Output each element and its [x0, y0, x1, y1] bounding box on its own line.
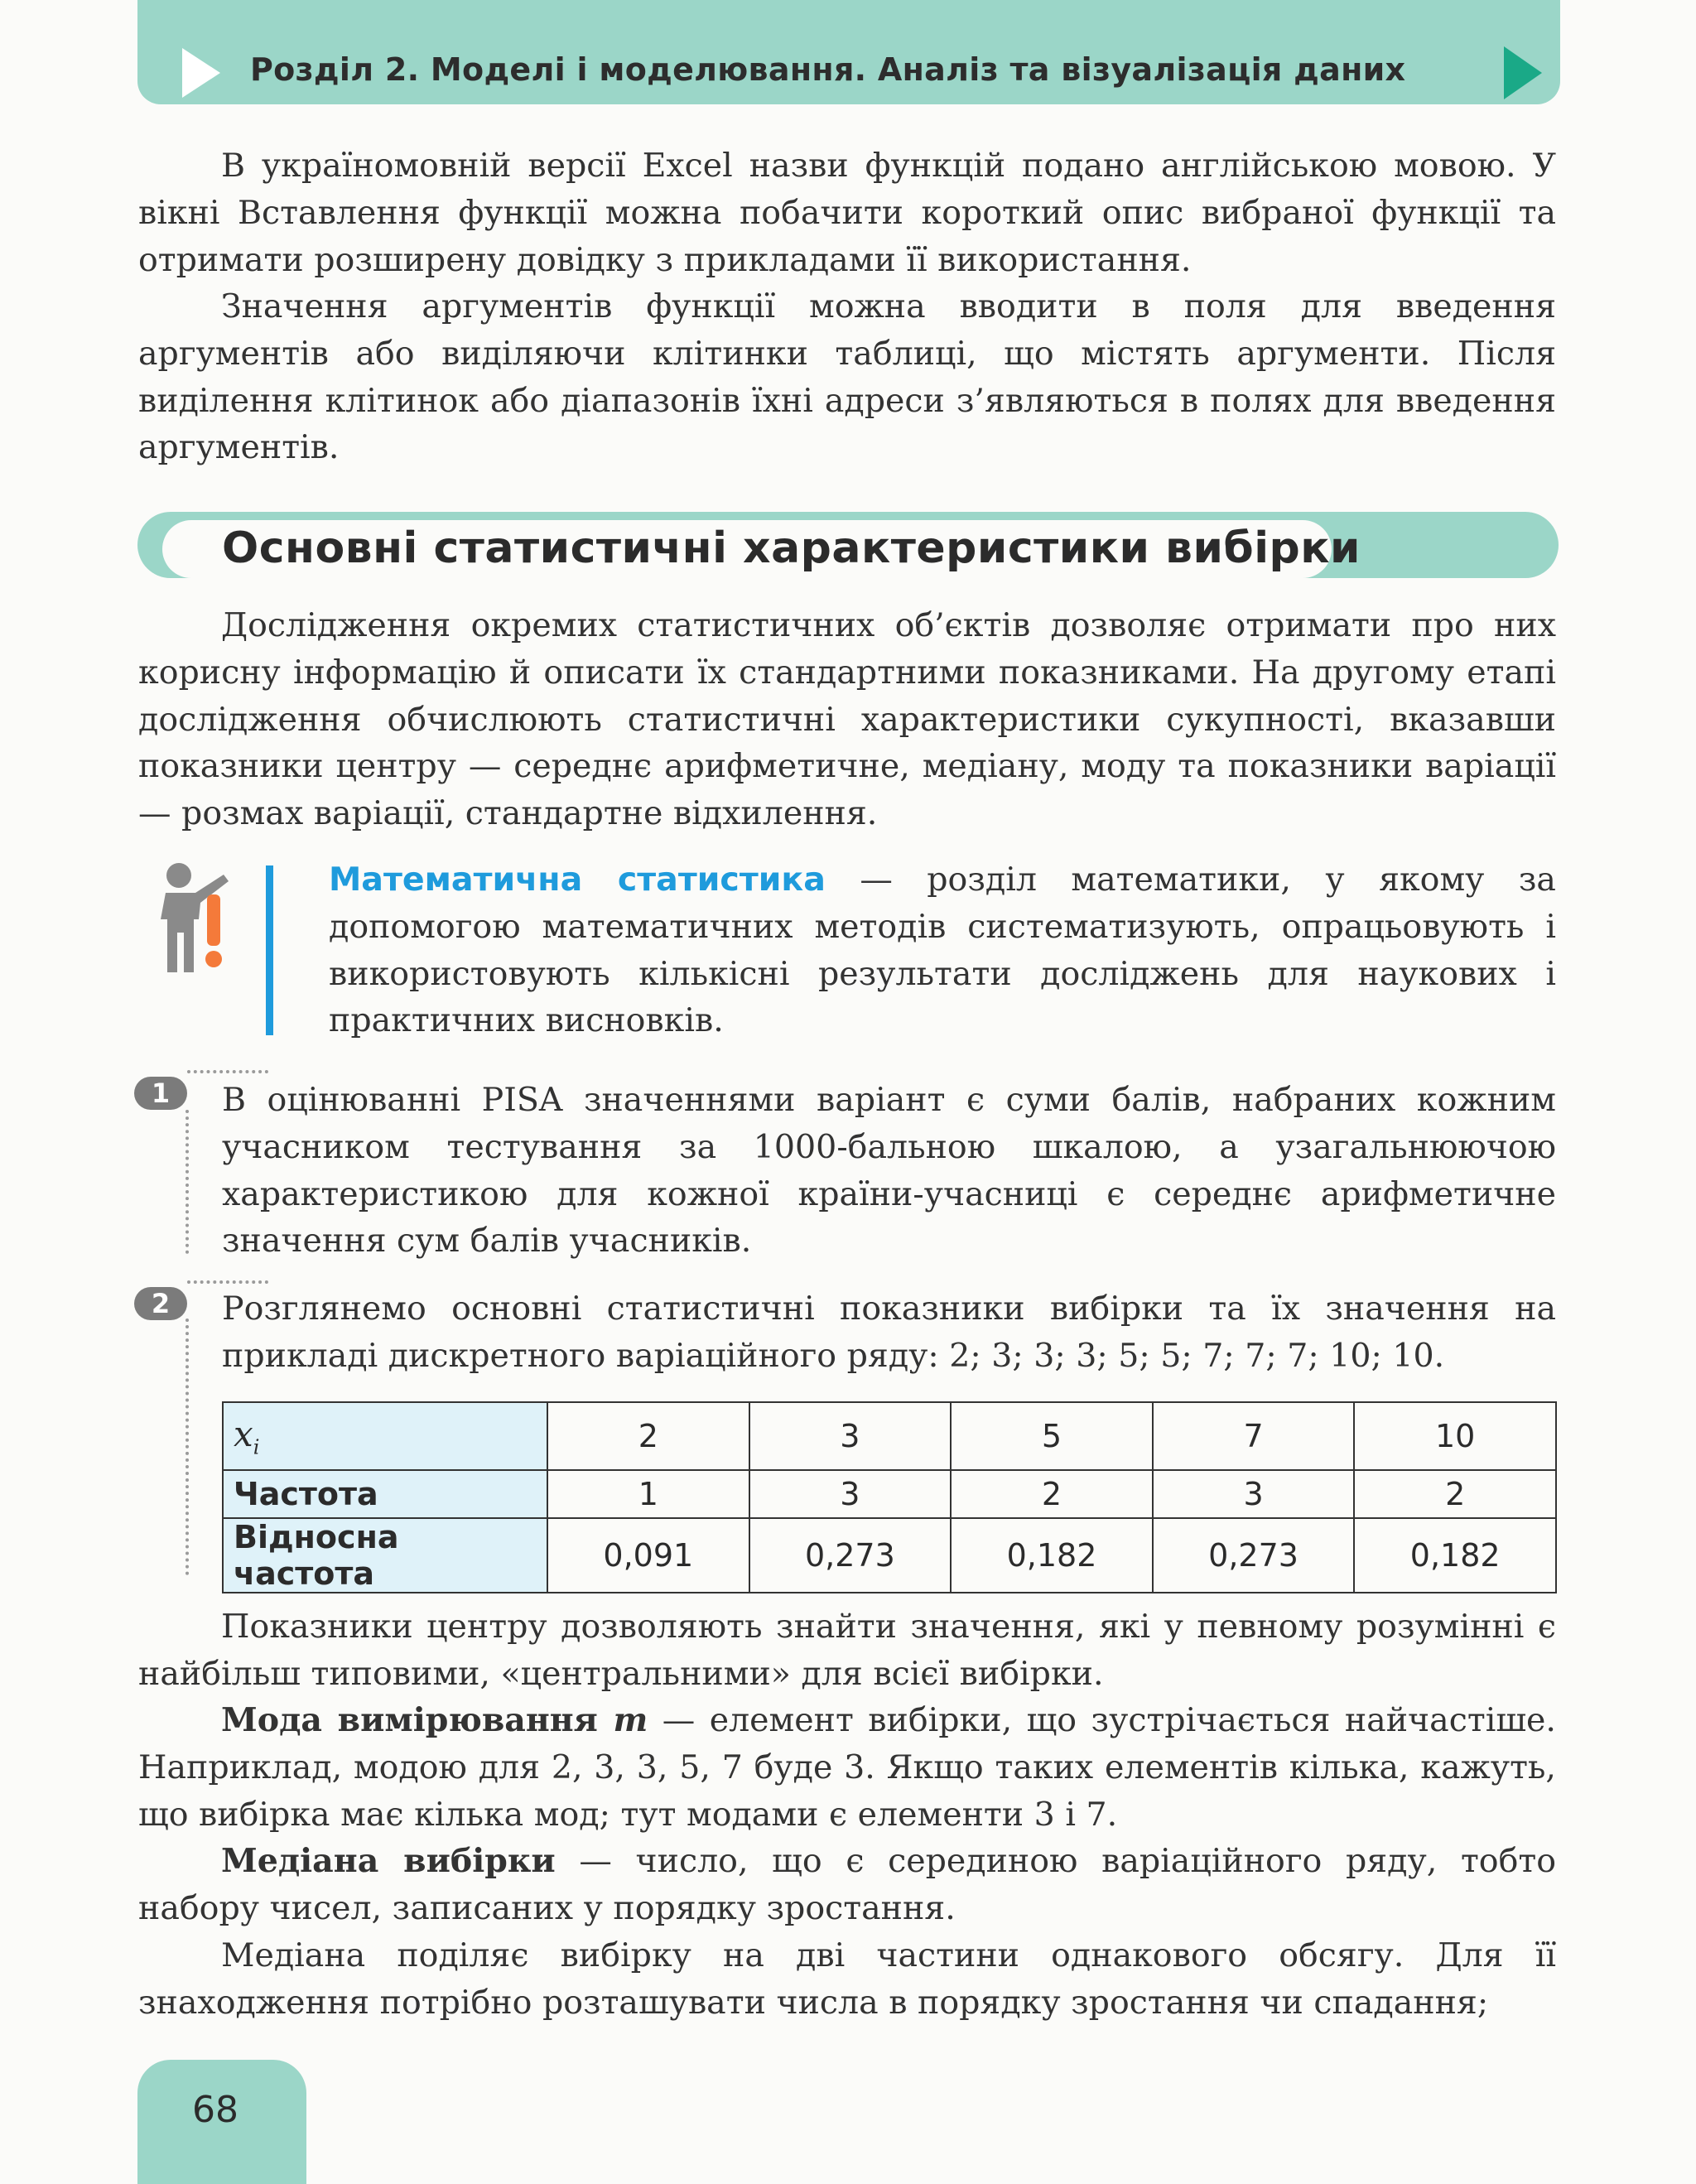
table-cell: 2: [547, 1402, 749, 1470]
example-1-text: В оцінюванні PISA значеннями варіант є суми балів, набраних кожним учасником тестування за 1000-бальною шкалою, а узагальнюючою характеристикою для кожної країни-учасниці є середнє арифметичне значення сум балів учасників.: [222, 1081, 1556, 1261]
table-cell: 3: [1153, 1470, 1355, 1518]
table-cell: 7: [1153, 1402, 1355, 1470]
table-cell: 1: [547, 1470, 749, 1518]
median-term: Медіана вибірки: [221, 1842, 556, 1880]
person-exclamation-icon: [141, 861, 240, 977]
table-row-relative-frequency: [223, 1518, 1556, 1593]
header-arrow-right-icon: [1504, 46, 1542, 99]
table-header-relative-frequency: Відносна частота: [223, 1518, 547, 1593]
chapter-title: Розділ 2. Моделі і моделювання. Аналіз та візуалізація даних: [250, 51, 1406, 88]
mode-paragraph: Мода вимірювання m — елемент вибірки, що зустрічається найчастіше. Наприклад, модою для 2, 3, 3, 5, 7 буде 3. Якщо таких елементів кілька, кажуть, що вибірка має кілька мод; тут модами є елементи 3 і 7.: [138, 1701, 1556, 1834]
page-number: 68: [192, 2089, 238, 2131]
table-row-values: [223, 1402, 1556, 1470]
section-title: Основні статистичні характеристики вибірки: [222, 523, 1361, 573]
median-paragraph-2: Медіана поділяє вибірку на дві частини однакового обсягу. Для її знаходження потрібно розташувати числа в порядку зростання чи спадання;: [138, 1936, 1556, 2022]
definition-accent-bar: [266, 865, 273, 1035]
table-cell: 10: [1354, 1402, 1556, 1470]
definition-term: Математична статистика: [329, 861, 826, 899]
table-cell: 5: [951, 1402, 1153, 1470]
mode-variable: m: [613, 1701, 648, 1739]
table-cell: 0,273: [1153, 1518, 1355, 1593]
table-cell: 3: [749, 1470, 952, 1518]
table-header-xi: $x_i$: [223, 1402, 547, 1470]
table-cell: 0,091: [547, 1518, 749, 1593]
table-cell: 2: [1354, 1470, 1556, 1518]
table-cell: 0,273: [749, 1518, 952, 1593]
center-measures-paragraph: Показники центру дозволяють знайти значення, які у певному розумінні є найбільш типовими, «центральними» для всієї вибірки.: [138, 1608, 1556, 1693]
example-2-text: Розглянемо основні статистичні показники вибірки та їх значення на прикладі дискретного варіаційного ряду: 2; 3; 3; 3; 5; 5; 7; 7; 7; 10; 10.: [222, 1290, 1556, 1375]
frequency-table: [222, 1401, 1557, 1593]
header-arrow-left-icon: [182, 48, 220, 98]
table-cell: 3: [749, 1402, 952, 1470]
table-cell: 0,182: [951, 1518, 1153, 1593]
table-cell: 0,182: [1354, 1518, 1556, 1593]
intro-paragraph-2: Значення аргументів функції можна вводити в поля для введення аргументів або виділяючи клітинки таблиці, що містять аргументи. Після виділення клітинок або діапазонів їхні адреси з’являються в полях для введення аргументів.: [138, 287, 1556, 467]
section-paragraph: Дослідження окремих статистичних об’єктів дозволяє отримати про них корисну інформацію й описати їх стандартними показниками. На другому етапі дослідження обчислюють статистичні характеристики сукупності, вказавши показники центру — середнє арифметичне, медіану, моду та показники варіації — розмах варіації, стандартне відхилення.: [138, 606, 1556, 833]
example-1-dotted-rule: [187, 1070, 268, 1073]
median-paragraph: Медіана вибірки — число, що є серединою варіаційного ряду, тобто набору чисел, записаних у порядку зростання.: [138, 1842, 1556, 1927]
intro-paragraph-1: В україномовній версії Excel назви функцій подано англійською мовою. У вікні Вставлення функції можна побачити короткий опис вибраної функції та отримати розширену довідку з прикладами її використання.: [138, 147, 1556, 279]
example-1-badge: 1: [134, 1077, 187, 1110]
table-header-frequency: Частота: [223, 1470, 547, 1518]
example-1-dotted-line: [186, 1110, 189, 1254]
definition-text: Математична статистика — розділ математики, у якому за допомогою математичних методів систематизують, опрацьовують і використовують кількісні результати досліджень для наукових і практичних висновків.: [329, 861, 1556, 1040]
mode-term: Мода вимірювання: [221, 1701, 614, 1739]
example-2-badge: 2: [134, 1287, 187, 1320]
table-cell: 2: [951, 1470, 1153, 1518]
example-2-dotted-rule: [187, 1280, 268, 1284]
table-row-frequency: [223, 1470, 1556, 1518]
example-2-dotted-line: [186, 1319, 189, 1575]
